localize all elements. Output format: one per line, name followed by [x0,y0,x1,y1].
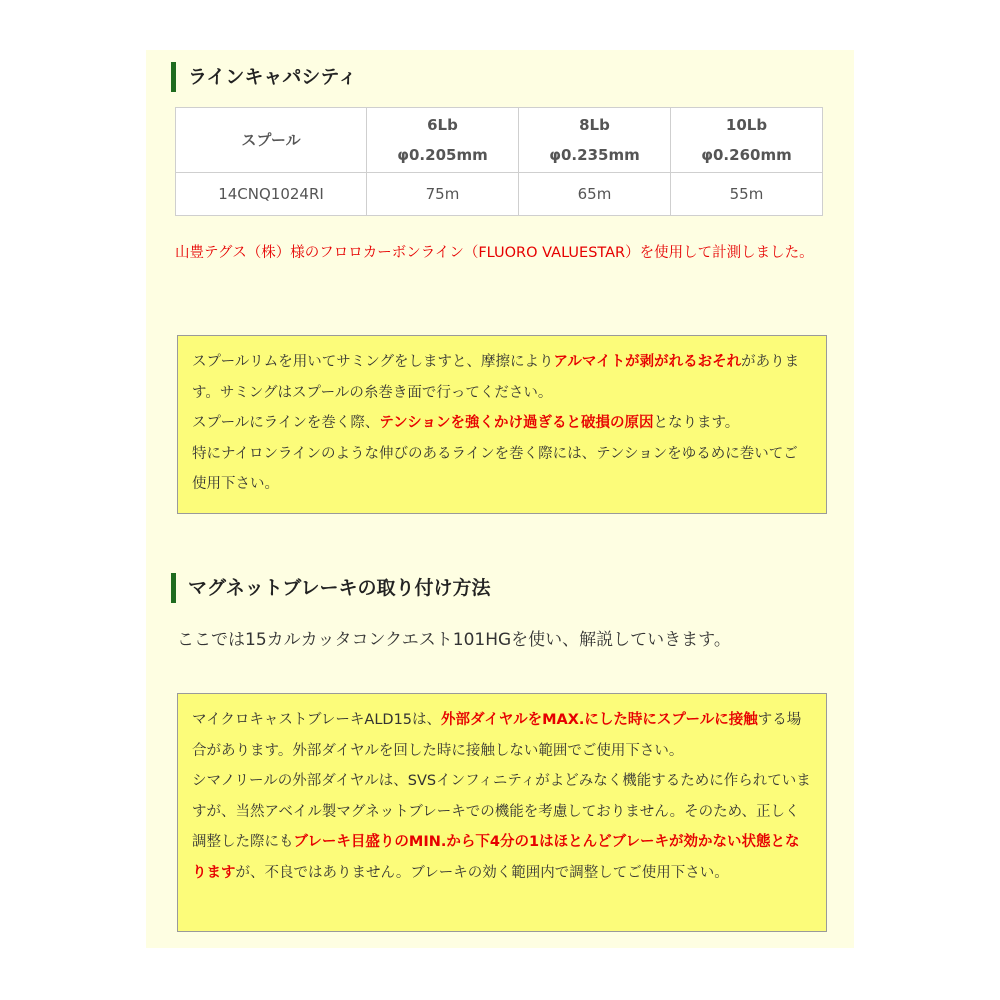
measurement-note: 山豊テグス（株）様のフロロカーボンライン（FLUORO VALUESTAR）を使用して計測しました。 [175,245,814,261]
spool-model: 14CNQ1024RI [176,173,367,216]
line-capacity-heading: ラインキャパシティ [171,62,357,92]
column-diameter: φ0.235mm [549,146,640,164]
column-10lb [671,108,823,173]
caution-text: マイクロキャストブレーキALD15は、 [192,712,442,728]
column-lb: 6Lb [427,116,458,134]
spool-caution-box [177,335,827,514]
caution-text: があります。サミングはスプールの糸巻き面で行ってください。 [192,354,800,401]
line-capacity-table [175,107,823,216]
spool-header: スプール [176,108,367,173]
brake-caution-box [177,693,827,932]
capacity-cell: 75m [367,173,519,216]
caution-highlight: ブレーキ目盛りのMIN.から下4分の1はほとんどブレーキが効かない状態となります [192,834,800,881]
caution-text: スプールにラインを巻く際、 [192,415,380,431]
capacity-cell: 65m [519,173,671,216]
caution-highlight: 外部ダイヤルをMAX.にした時にスプールに接触 [441,712,758,728]
column-lb: 8Lb [579,116,610,134]
caution-text: となります。 [653,415,740,431]
caution-text: 特にナイロンラインのような伸びのあるラインを巻く際には、テンションをゆるめに巻いてご使用下さい。 [192,445,798,492]
caution-text: する場合があります。外部ダイヤルを回した時に接触しない範囲でご使用下さい。 [192,712,802,759]
column-diameter: φ0.205mm [397,146,488,164]
caution-text: シマノリールの外部ダイヤルは、SVSインフィニティがよどみなく機能するために作られていますが、当然アベイル製マグネットブレーキでの機能を考慮しておりません。そのため、正しく調整した際にも [192,773,811,850]
caution-highlight: アルマイトが剥がれるおそれ [553,354,742,370]
capacity-cell: 55m [671,173,823,216]
column-lb: 10Lb [725,116,768,134]
table-row [176,173,823,216]
caution-text: スプールリムを用いてサミングをしますと、摩擦により [192,354,554,370]
column-8lb [519,108,671,173]
intro-text: ここでは15カルカッタコンクエスト101HGを使い、解説していきます。 [177,630,731,650]
column-diameter: φ0.260mm [701,146,792,164]
magnet-brake-heading: マグネットブレーキの取り付け方法 [171,573,490,603]
caution-text: が、不良ではありません。ブレーキの効く範囲内で調整してご使用下さい。 [235,864,729,881]
column-6lb [367,108,519,173]
table-header-row [176,108,823,173]
content-panel [146,50,854,948]
caution-highlight: テンションを強くかけ過ぎると破損の原因 [379,415,654,431]
